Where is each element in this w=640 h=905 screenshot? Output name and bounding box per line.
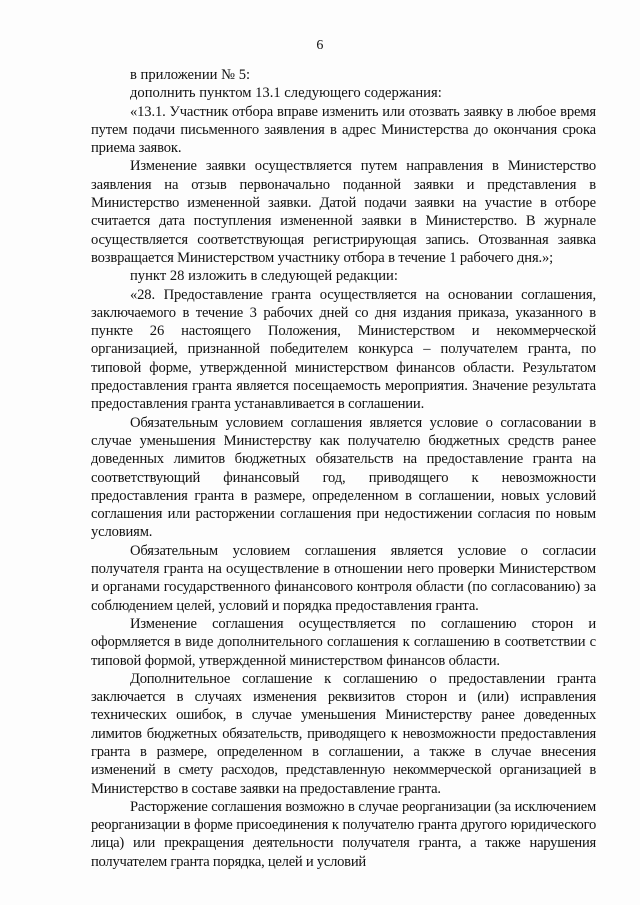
paragraph-mandatory-condition-approval: Обязательным условием соглашения является условие о согласовании в случае уменьшения Министерству как получателю бюджетных средств ранее доведенных лимитов бюджетных обязательств на предоставление гранта на соответствующий финансовый год, приводящего к невозможности предоставления гранта в размере, определенном в соглашении, новых условий соглашения или расторжении соглашения при недостижении согласия по новым условиям. bbox=[91, 414, 596, 541]
paragraph-agreement-change: Изменение соглашения осуществляется по соглашению сторон и оформляется в виде дополнительного соглашения к соглашению в соответствии с типовой формой, утвержденной министерством финансов области. bbox=[91, 615, 596, 669]
page-number: 6 bbox=[316, 38, 324, 53]
paragraph-appendix-5: в приложении № 5: bbox=[130, 67, 251, 83]
paragraph-additional-agreement: Дополнительное соглашение к соглашению о предоставлении гранта заключается в случаях изменения реквизитов сторон и (или) исправления технических ошибок, в случае уменьшения Министерству ранее доведенных лимитов бюджетных обязательств, приводящего к невозможности предоставления гранта в размере, определенном в соглашении, а также в случае внесения изменений в смету расходов, представленную некоммерческой организацией в Министерство в составе заявки на предоставление гранта. bbox=[91, 670, 596, 797]
paragraph-item-28: «28. Предоставление гранта осуществляется на основании соглашения, заключаемого в течение 3 рабочих дней со дня издания приказа, указанного в пункте 26 настоящего Положения, Министерством и некоммерческой организацией, признанной победителем конкурса – получателем гранта, по типовой форме, утвержденной министерством финансов области. Результатом предоставления гранта является посещаемость мероприятия. Значение результата предоставления гранта устанавливается в соглашении. bbox=[91, 286, 596, 413]
paragraph-termination: Расторжение соглашения возможно в случае реорганизации (за исключением реорганизации в форме присоединения к получателю гранта другого юридического лица) или прекращения деятельности получателя гранта, а также нарушения получателем гранта порядка, целей и условий bbox=[91, 798, 596, 870]
paragraph-mandatory-condition-consent: Обязательным условием соглашения является условие о согласии получателя гранта на осуществление в отношении него проверки Министерством и органами государственного финансового контроля области (по согласованию) за соблюдением целей, условий и порядка предоставления гранта. bbox=[91, 542, 596, 614]
paragraph-item-13-1: «13.1. Участник отбора вправе изменить или отозвать заявку в любое время путем подачи письменного заявления в адрес Министерства до окончания срока приема заявок. bbox=[91, 103, 596, 157]
document-body bbox=[91, 66, 596, 871]
paragraph-add-item-13-1: дополнить пунктом 13.1 следующего содержания: bbox=[130, 85, 442, 102]
paragraph-item-28-intro: пункт 28 изложить в следующей редакции: bbox=[130, 268, 398, 285]
paragraph-application-change: Изменение заявки осуществляется путем направления в Министерство заявления на отзыв первоначально поданной заявки и представления в Министерство измененной заявки. Датой подачи заявки на участие в отборе считается дата поступления измененной заявки в Министерство. В журнале осуществляется соответствующая регистрирующая запись. Отозванная заявка возвращается Министерством участнику отбора в течение 1 рабочего дня.»; bbox=[91, 158, 596, 266]
